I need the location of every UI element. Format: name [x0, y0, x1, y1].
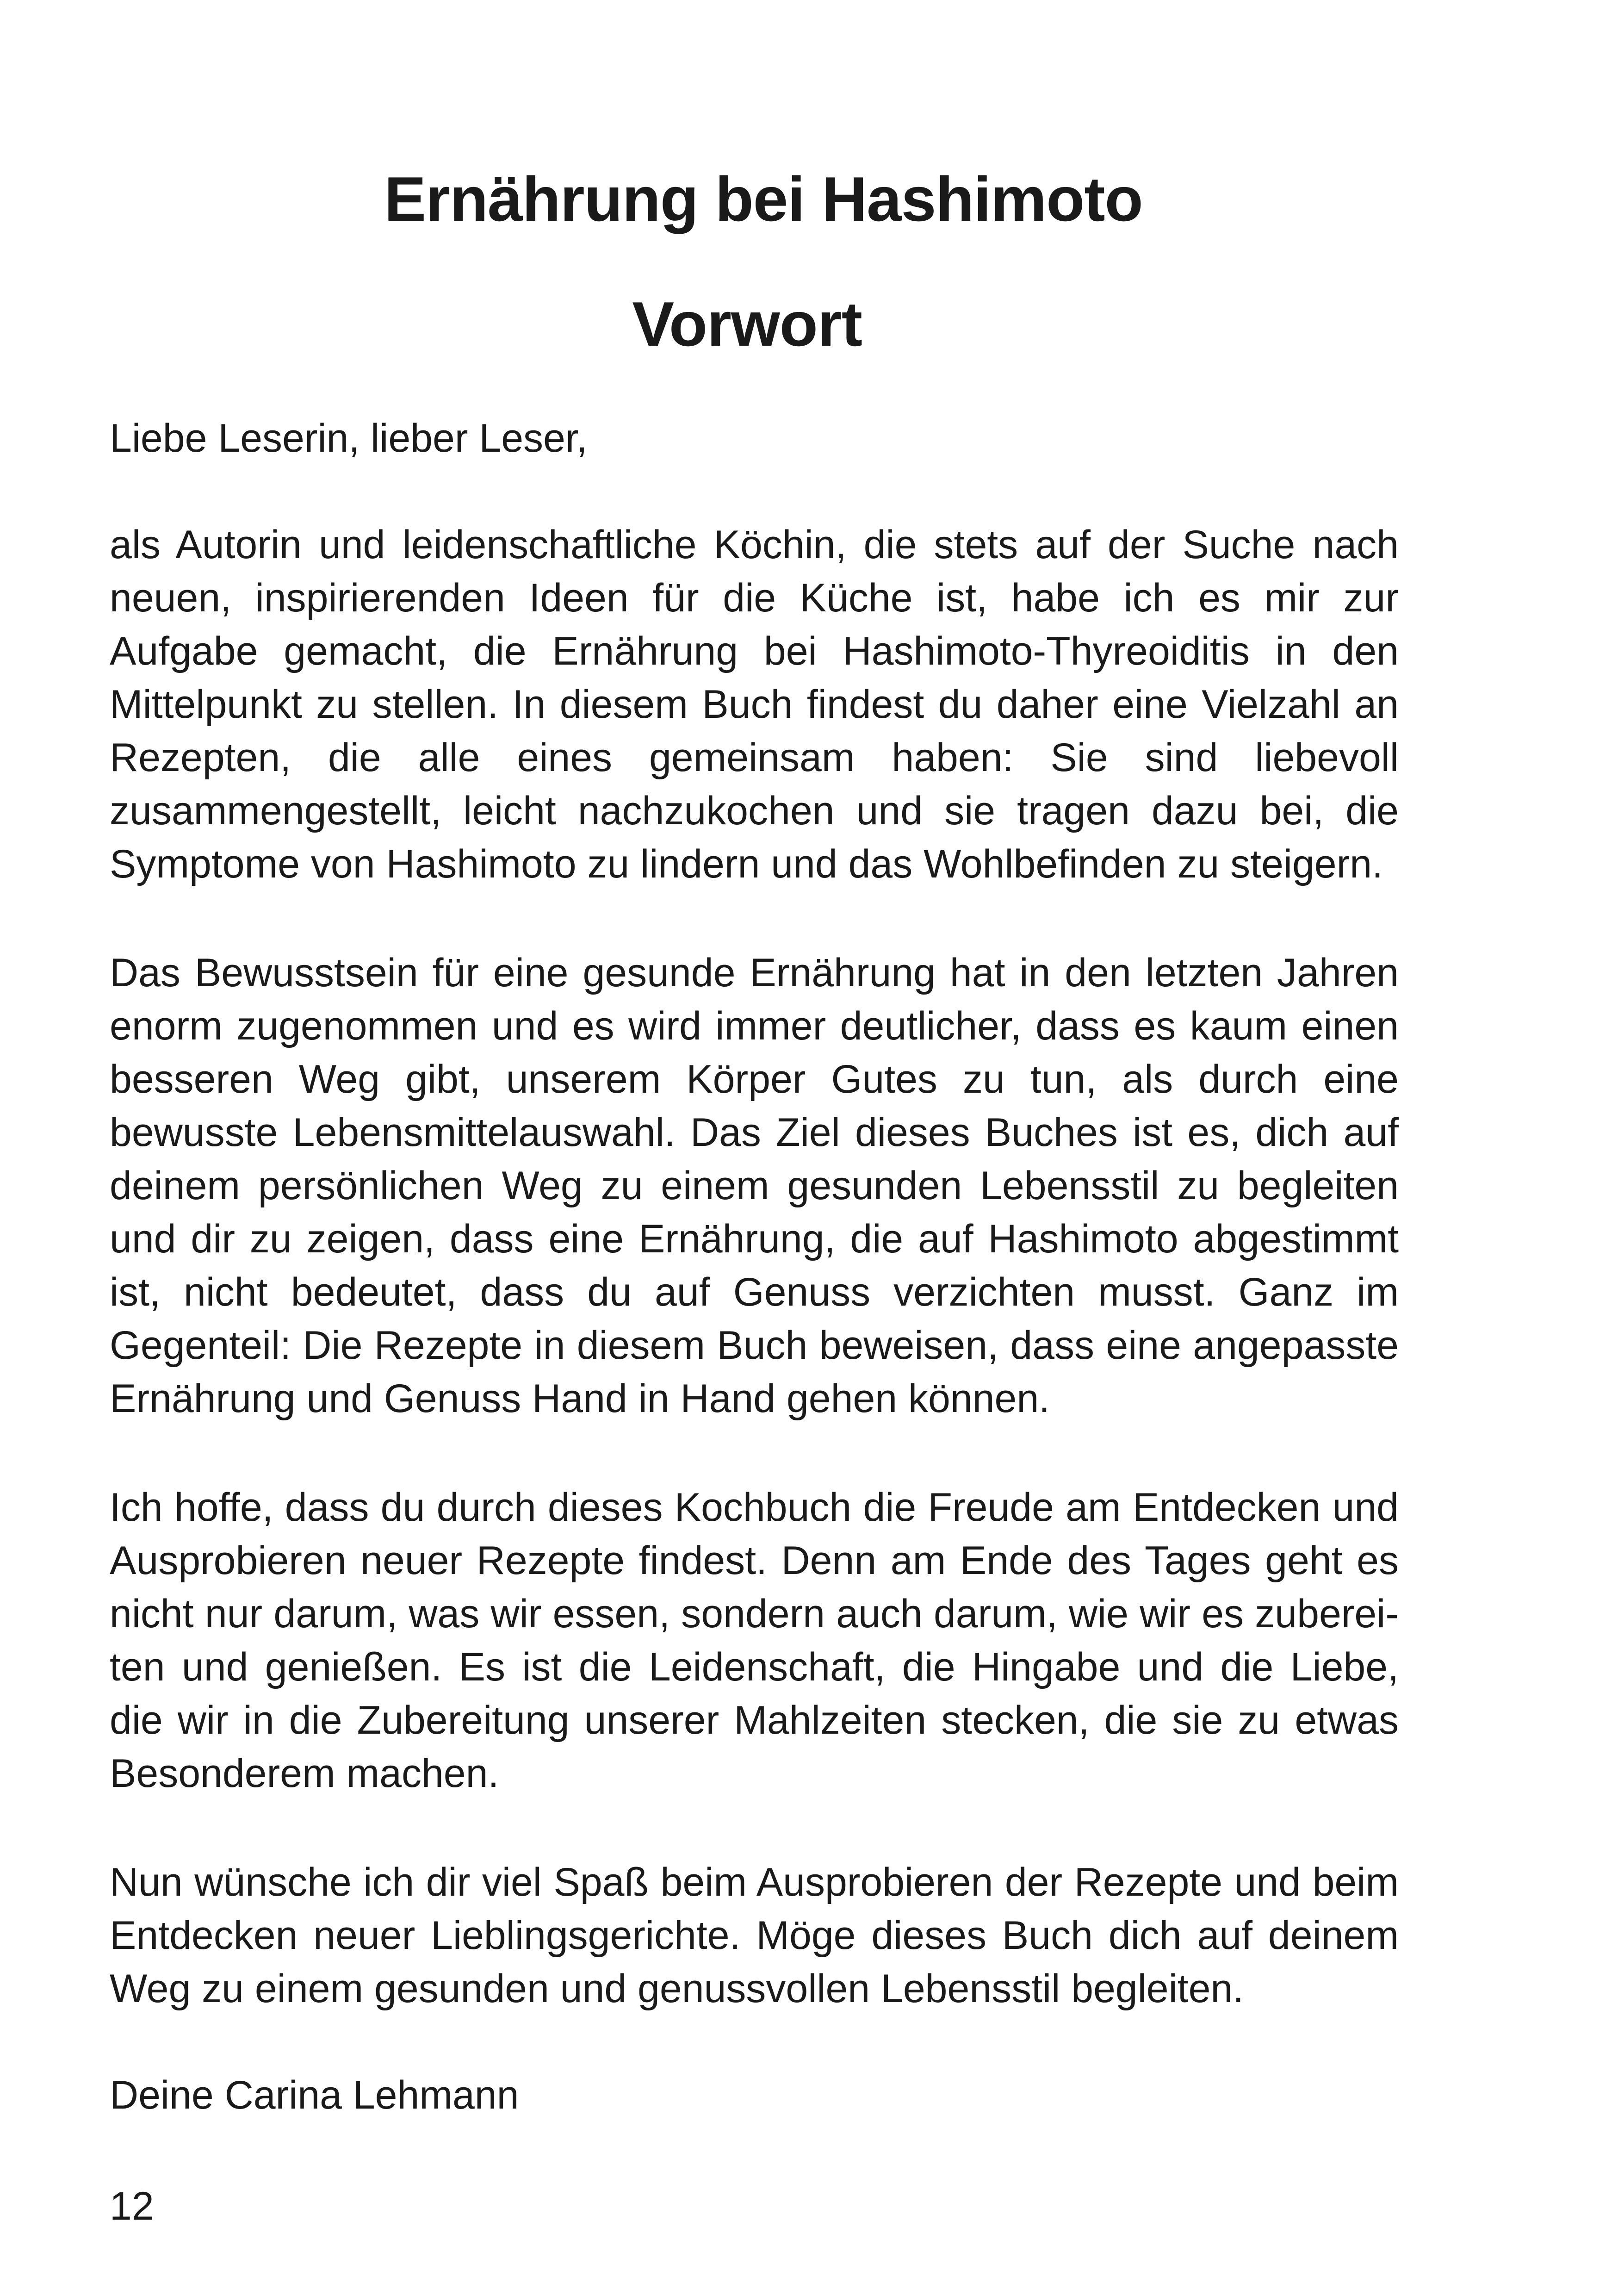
body-paragraph-3: Ich hoffe, dass du durch dieses Kochbuch die Freude am Entdecken und Ausprobieren neuer Rezepte findest. Denn am Ende des Tages geht es nicht nur darum, was wir essen, sondern auch darum, wie wir es zubereiten und genießen. Es ist die Leidenschaft, die Hingabe und die Liebe, die wir in die Zubereitung unserer Mahlzeiten stecken, die sie zu etwas Besonderem machen. — [110, 1485, 1399, 1796]
body-paragraph-1: als Autorin und leidenschaftliche Köchin, die stets auf der Suche nach neuen, inspirierenden Ideen für die Küche ist, habe ich es mir zur Aufgabe gemacht, die Ernährung bei Hashimoto-Thyreoiditis in den Mittelpunkt zu stellen. In diesem Buch findest du daher eine Vielzahl an Rezepten, die alle eines gemeinsam haben: Sie sind liebevoll zusammengestellt, leicht nachzukochen und sie tragen dazu bei, die Symptome von Hashimoto zu lindern und das Wohlbefinden zu steigern. — [110, 523, 1399, 886]
book-title: Ernährung bei Hashimoto — [384, 164, 1143, 234]
body-paragraph-4: Nun wünsche ich dir viel Spaß beim Ausprobieren der Rezepte und beim Entdecken neuer Lieblingsgerichte. Möge dieses Buch dich auf deinem Weg zu einem gesunden und genussvollen Lebensstil begleiten. — [110, 1860, 1399, 2011]
chapter-title: Vorwort — [632, 289, 862, 359]
salutation: Liebe Leserin, lieber Leser, — [110, 416, 588, 460]
signature: Deine Carina Lehmann — [110, 2073, 519, 2117]
body-paragraph-2: Das Bewusstsein für eine gesunde Ernährung hat in den letzten Jahren enorm zugenommen und es wird immer deutlicher, dass es kaum einen besseren Weg gibt, unserem Körper Gutes zu tun, als durch eine bewusste Lebensmittelauswahl. Das Ziel dieses Buches ist es, dich auf deinem persönlichen Weg zu einem gesunden Lebensstil zu begleiten und dir zu zeigen, dass eine Ernährung, die auf Hashimoto abgestimmt ist, nicht bedeutet, dass du auf Genuss verzichten musst. Ganz im Gegenteil: Die Rezepte in diesem Buch beweisen, dass eine angepasste Ernährung und Genuss Hand in Hand gehen können. — [110, 951, 1399, 1421]
page-number: 12 — [110, 2184, 154, 2228]
